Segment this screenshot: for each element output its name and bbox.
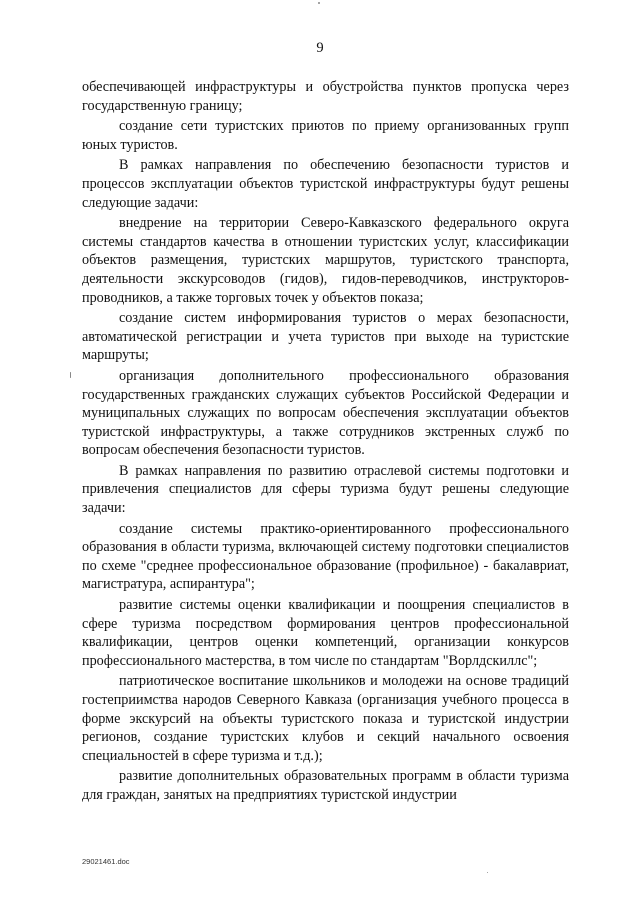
paragraph: развитие дополнительных образовательных программ в области туризма для граждан, занятых на предприятиях туристской индустрии [82, 768, 569, 803]
paragraph: организация дополнительного профессионального образования государственных гражданских служащих субъектов Российской Федерации и муниципальных служащих по вопросам обеспечения эксплуатации объектов туристской инфраструктуры, а также сотрудников экстренных служб по вопросам обеспечения безопасности туристов. [82, 367, 569, 459]
paragraph: обеспечивающей инфраструктуры и обустройства пунктов пропуска через государственную границу; [82, 79, 569, 114]
paragraph: внедрение на территории Северо-Кавказского федерального округа системы стандартов качества в отношении туристских услуг, классификации объектов размещения, туристских маршрутов, туристского транспорта, деятельности экскурсоводов (гидов), гидов-переводчиков, инструкторов-проводников, а также торговых точек у объектов показа; [82, 215, 569, 306]
scan-speck [70, 372, 71, 378]
document-body [82, 78, 569, 807]
paragraph: создание систем информирования туристов о мерах безопасности, автоматической регистрации и учета туристов при выходе на туристские маршруты; [82, 310, 569, 364]
scan-speck [487, 872, 488, 873]
scan-speck [318, 2, 320, 4]
paragraph: В рамках направления по обеспечению безопасности туристов и процессов эксплуатации объектов туристской инфраструктуры будут решены следующие задачи: [82, 157, 569, 211]
paragraph: создание сети туристских приютов по приему организованных групп юных туристов. [82, 118, 569, 153]
paragraph: создание системы практико-ориентированного профессионального образования в области туризма, включающей систему подготовки специалистов по схеме "среднее профессиональное образование (профильное) - бакалавриат, магистратура, аспирантура"; [82, 520, 569, 593]
paragraph: патриотическое воспитание школьников и молодежи на основе традиций гостеприимства народов Северного Кавказа (организация учебного процесса в форме экскурсий на объекты туристского показа и туристской индустрии регионов, создание туристских клубов и секций начального освоения специальностей в сфере туризма и т.д.); [82, 673, 569, 764]
paragraph: развитие системы оценки квалификации и поощрения специалистов в сфере туризма посредством формирования центров профессиональной квалификации, центров оценки компетенций, организации конкурсов профессионального мастерства, в том числе по стандартам "Ворлдскиллс"; [82, 597, 569, 669]
paragraph: В рамках направления по развитию отраслевой системы подготовки и привлечения специалистов для сферы туризма будут решены следующие задачи: [82, 462, 569, 517]
footer-file-name: 29021461.doc [82, 857, 130, 866]
page-number: 9 [316, 40, 324, 56]
